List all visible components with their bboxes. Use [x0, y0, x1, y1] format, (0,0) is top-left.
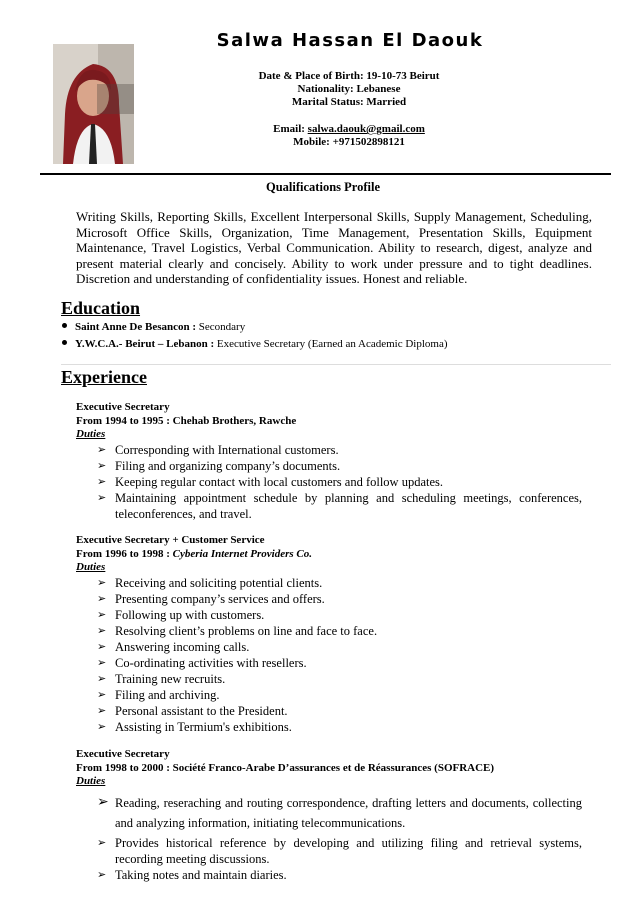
duties-label: Duties	[76, 775, 106, 787]
duty-text: Keeping regular contact with local customers and follow updates.	[115, 475, 444, 489]
list-item	[97, 490, 582, 522]
duty-text: Following up with customers.	[115, 608, 265, 622]
list-item	[97, 703, 582, 719]
header-divider	[40, 173, 611, 175]
duties-label: Duties	[76, 428, 106, 440]
duty-text: Corresponding with International customers.	[115, 443, 339, 457]
job-header	[76, 534, 606, 575]
arrow-bullet-icon: ➢	[97, 577, 107, 589]
list-item	[97, 474, 582, 490]
email-link[interactable]: salwa.daouk@gmail.com	[307, 123, 425, 135]
nationality-info: Nationality: Lebanese	[297, 83, 401, 95]
list-item	[97, 591, 582, 607]
arrow-bullet-icon: ➢	[97, 593, 107, 605]
duty-text: Training new recruits.	[115, 672, 226, 686]
duty-text: Maintaining appointment schedule by planning and scheduling meetings, conferences, teleconferences, and travel.	[115, 491, 582, 521]
list-item	[97, 655, 582, 671]
marital-status: Marital Status: Married	[291, 96, 407, 108]
education-item	[62, 338, 448, 350]
education-item	[62, 321, 245, 333]
company-name: Société Franco-Arabe D’assurances et de Réassurances (SOFRACE)	[172, 761, 495, 774]
job-period	[76, 762, 606, 776]
qualifications-title: Qualifications Profile	[266, 180, 380, 194]
arrow-bullet-icon: ➢	[97, 869, 107, 881]
arrow-bullet-icon: ➢	[97, 689, 107, 701]
list-item	[97, 458, 582, 474]
duty-text: Personal assistant to the President.	[115, 704, 288, 718]
job-period	[76, 415, 606, 429]
school-name: Y.W.C.A.- Beirut – Lebanon :	[75, 338, 217, 350]
experience-title: Experience	[61, 367, 147, 387]
duty-text: Answering incoming calls.	[115, 640, 250, 654]
duties-list	[97, 442, 582, 522]
email-line	[200, 122, 498, 136]
arrow-bullet-icon: ➢	[97, 837, 107, 849]
arrow-bullet-icon: ➢	[97, 657, 107, 669]
job-role: Executive Secretary + Customer Service	[76, 534, 265, 546]
job-role: Executive Secretary	[76, 401, 170, 413]
bullet-icon	[62, 340, 67, 345]
job-period	[76, 548, 606, 562]
profile-photo	[53, 44, 134, 164]
list-item	[97, 442, 582, 458]
candidate-name: Salwa Hassan El Daouk	[216, 30, 484, 51]
list-item	[97, 835, 582, 867]
duty-text: Resolving client’s problems on line and face to face.	[115, 624, 378, 638]
duty-text: Presenting company’s services and offers.	[115, 592, 325, 606]
education-title: Education	[61, 298, 141, 318]
duty-text: Filing and archiving.	[115, 688, 220, 702]
school-detail: Executive Secretary (Earned an Academic Diploma)	[216, 338, 448, 350]
arrow-bullet-icon: ➢	[97, 476, 107, 488]
arrow-bullet-icon: ➢	[97, 625, 107, 637]
period-text: From 1994 to 1995 :	[76, 414, 173, 427]
list-item	[97, 867, 582, 883]
duties-list	[97, 793, 582, 883]
list-item	[97, 639, 582, 655]
arrow-bullet-icon: ➢	[97, 721, 107, 733]
duty-text: Filing and organizing company’s documents.	[115, 459, 341, 473]
arrow-bullet-icon: ➢	[97, 795, 109, 810]
duty-text: Provides historical reference by developing and utilizing filing and retrieval systems, recording meeting discussions.	[115, 836, 582, 866]
period-text: From 1998 to 2000 :	[76, 761, 173, 774]
qualifications-body: Writing Skills, Reporting Skills, Excellent Interpersonal Skills, Supply Management, Scheduling, Microsoft Office Skills, Organization, Time Management, Presentation Skills, Equipment Maintenance, Travel Logistics, Verbal Communication. Ability to research, digest, analyze and present material clearly and concisely. Ability to work under pressure and to tight deadlines. Discretion and understanding of confidentiality issues. Honest and reliable.	[76, 209, 592, 286]
portrait-image	[53, 44, 134, 164]
company-name: Chehab Brothers, Rawche	[172, 414, 297, 427]
job-header	[76, 401, 606, 442]
job-header	[76, 748, 606, 789]
duty-text: Receiving and soliciting potential clients.	[115, 576, 323, 590]
list-item	[97, 671, 582, 687]
school-detail: Secondary	[198, 321, 246, 333]
birth-info: Date & Place of Birth: 19-10-73 Beirut	[258, 70, 440, 82]
email-label: Email:	[273, 123, 308, 135]
duty-text: Assisting in Termium's exhibitions.	[115, 720, 292, 734]
arrow-bullet-icon: ➢	[97, 460, 107, 472]
arrow-bullet-icon: ➢	[97, 492, 107, 504]
duty-text: Co-ordinating activities with resellers.	[115, 656, 307, 670]
list-item	[97, 607, 582, 623]
arrow-bullet-icon: ➢	[97, 673, 107, 685]
school-name: Saint Anne De Besancon :	[75, 321, 199, 333]
section-divider	[61, 364, 611, 365]
duties-label: Duties	[76, 561, 106, 573]
arrow-bullet-icon: ➢	[97, 705, 107, 717]
duty-text: Reading, reseraching and routing correspondence, drafting letters and documents, collecting and analyzing information, initiating telecommunications.	[115, 796, 582, 830]
duties-list	[97, 575, 582, 735]
arrow-bullet-icon: ➢	[97, 641, 107, 653]
arrow-bullet-icon: ➢	[97, 444, 107, 456]
list-item	[97, 687, 582, 703]
list-item	[97, 575, 582, 591]
bullet-icon	[62, 323, 67, 328]
period-text: From 1996 to 1998 :	[76, 547, 173, 560]
arrow-bullet-icon: ➢	[97, 609, 107, 621]
job-role: Executive Secretary	[76, 748, 170, 760]
duty-text: Taking notes and maintain diaries.	[115, 868, 287, 882]
list-item	[97, 793, 582, 833]
mobile-line: Mobile: +971502898121	[293, 136, 405, 148]
list-item	[97, 719, 582, 735]
list-item	[97, 623, 582, 639]
company-name: Cyberia Internet Providers Co.	[172, 547, 312, 560]
